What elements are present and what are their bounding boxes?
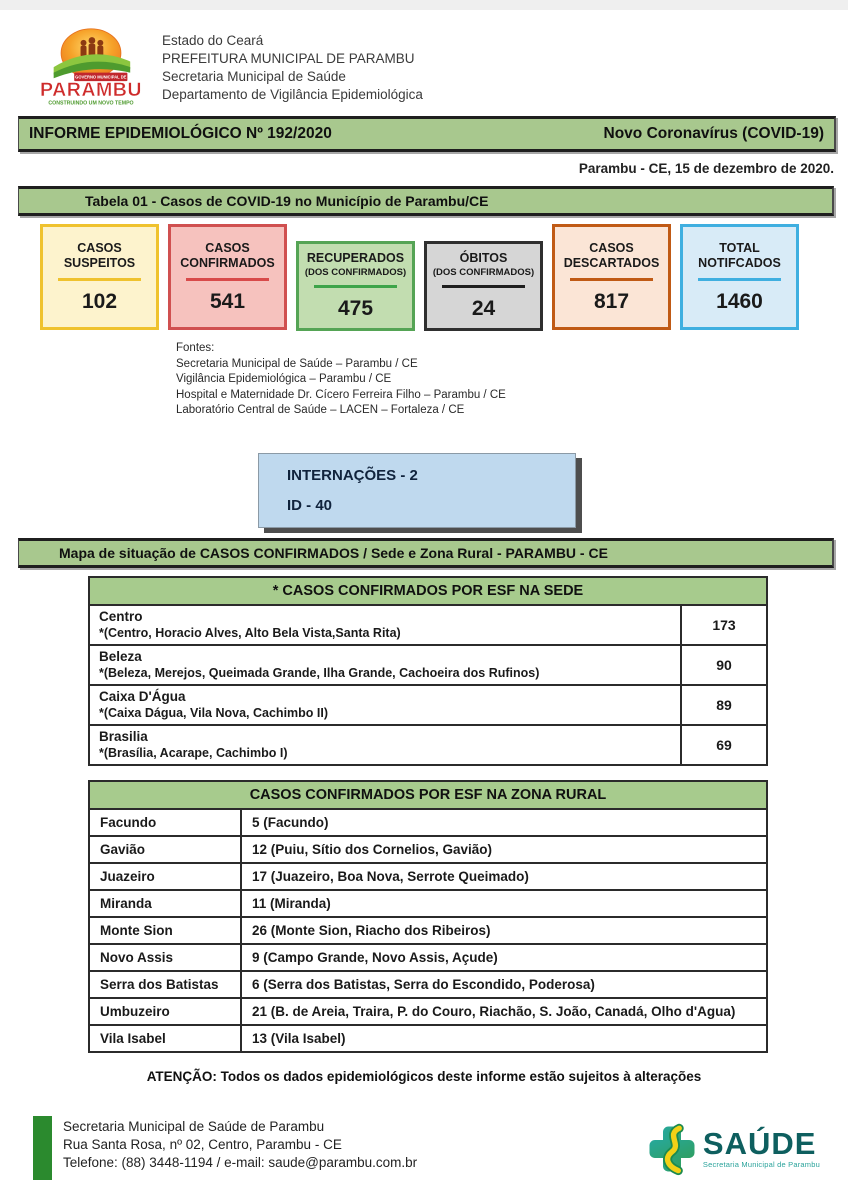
report-subtitle: Novo Coronavírus (COVID-19) [603, 125, 824, 142]
stat-value: 475 [337, 297, 374, 320]
stat-card-confirmados [168, 224, 287, 330]
esf-case-count: 69 [681, 725, 767, 765]
esf-areas: *(Brasília, Acarape, Cachimbo I) [99, 745, 288, 760]
report-title: INFORME EPIDEMIOLÓGICO Nº 192/2020 [29, 125, 332, 142]
table-row [89, 863, 767, 890]
table-row [89, 1025, 767, 1052]
table-row [89, 917, 767, 944]
footer-address [63, 1116, 417, 1172]
covid-stat-cards [40, 224, 848, 331]
table-row [89, 685, 767, 725]
saude-subtext: Secretaria Municipal de Parambu [702, 1159, 820, 1169]
stat-value: 102 [81, 289, 118, 313]
rural-cases-table [88, 780, 768, 1053]
table-row [89, 971, 767, 998]
parambu-municipal-logo-icon [34, 26, 148, 110]
esf-detail: 26 (Monte Sion, Riacho dos Ribeiros) [241, 917, 767, 944]
footer-accent-bar [33, 1116, 52, 1180]
document-footer [0, 1116, 848, 1180]
logo-tagline: CONSTRUINDO UM NOVO TEMPO [48, 100, 134, 107]
esf-name: Umbuzeiro [89, 998, 241, 1025]
stat-underline [58, 278, 141, 281]
people-silhouettes-icon [81, 37, 104, 57]
table-row [89, 836, 767, 863]
stat-card-suspeitos [40, 224, 159, 330]
stat-card-obitos [424, 241, 543, 331]
esf-name: Gavião [89, 836, 241, 863]
stat-underline [442, 285, 525, 288]
stat-underline [698, 278, 781, 281]
attention-note: ATENÇÃO: Todos os dados epidemiológicos deste informe estão sujeitos à alterações [146, 1068, 702, 1084]
esf-areas: *(Caixa Dágua, Vila Nova, Cachimbo II) [99, 705, 329, 720]
sources-line: Secretaria Municipal de Saúde – Parambu / CE [176, 357, 418, 370]
table-row [89, 809, 767, 836]
table-row [89, 998, 767, 1025]
sources-line: Laboratório Central de Saúde – LACEN – Fortaleza / CE [176, 404, 465, 416]
hospitalizations-box [258, 453, 576, 528]
esf-detail: 12 (Puiu, Sítio dos Cornelios, Gavião) [241, 836, 767, 863]
esf-detail: 17 (Juazeiro, Boa Nova, Serrote Queimado) [241, 863, 767, 890]
esf-detail: 9 (Campo Grande, Novo Assis, Açude) [241, 944, 767, 971]
esf-name: Juazeiro [89, 863, 241, 890]
sources-block [176, 341, 848, 419]
esf-name: Monte Sion [89, 917, 241, 944]
scan-top-strip [0, 0, 848, 10]
org-line-depto: Departamento de Vigilância Epidemiológica [162, 87, 423, 102]
table-row [89, 890, 767, 917]
footer-line-secretaria: Secretaria Municipal de Saúde de Parambu [63, 1118, 325, 1134]
esf-areas: *(Beleza, Merejos, Queimada Grande, Ilha Grande, Cachoeira dos Rufinos) [99, 665, 540, 680]
esf-detail: 6 (Serra dos Batistas, Serra do Escondido, Poderosa) [241, 971, 767, 998]
esf-name: Miranda [89, 890, 241, 917]
table-row [89, 645, 767, 685]
esf-case-count: 89 [681, 685, 767, 725]
saude-cross-icon [645, 1122, 699, 1176]
section2-title: Mapa de situação de CASOS CONFIRMADOS / Sede e Zona Rural - PARAMBU - CE [59, 544, 608, 561]
logo-banner-text: GOVERNO MUNICIPAL DE [75, 74, 127, 80]
sources-line: Vigilância Epidemiológica – Parambu / CE [176, 373, 392, 385]
report-title-band [18, 116, 836, 152]
esf-name: Novo Assis [89, 944, 241, 971]
sede-table-header: * CASOS CONFIRMADOS POR ESF NA SEDE [89, 577, 767, 605]
organization-lines [162, 26, 423, 110]
footer-line-address: Rua Santa Rosa, nº 02, Centro, Parambu - CE [63, 1136, 342, 1152]
section-band-tabela01 [18, 186, 834, 216]
org-line-prefeitura: PREFEITURA MUNICIPAL DE PARAMBU [162, 51, 415, 66]
stat-label: CASOS DESCARTADOS [563, 240, 660, 270]
esf-name: Brasilia [99, 728, 148, 744]
section-band-mapa [18, 538, 834, 568]
stat-label: CASOS CONFIRMADOS [180, 240, 275, 270]
stat-value: 541 [209, 289, 246, 313]
stat-card-recuperados [296, 241, 415, 331]
stat-underline [314, 285, 397, 288]
stat-label: RECUPERADOS [306, 251, 405, 265]
stat-sublabel: (DOS CONFIRMADOS) [304, 267, 407, 278]
stat-card-descartados [552, 224, 671, 330]
report-date: Parambu - CE, 15 de dezembro de 2020. [578, 161, 834, 176]
stat-underline [186, 278, 269, 281]
document-header [0, 10, 848, 110]
logo-wordmark: PARAMBU [40, 79, 142, 101]
rural-table-header: CASOS CONFIRMADOS POR ESF NA ZONA RURAL [89, 781, 767, 809]
esf-name: Vila Isabel [89, 1025, 241, 1052]
stat-value: 1460 [716, 289, 763, 313]
internacoes-line: INTERNAÇÕES - 2 [287, 466, 418, 484]
esf-detail: 5 (Facundo) [241, 809, 767, 836]
esf-detail: 11 (Miranda) [241, 890, 767, 917]
sources-line: Hospital e Maternidade Dr. Cícero Ferreira Filho – Parambu / CE [176, 388, 506, 401]
esf-name: Caixa D'Água [99, 688, 186, 704]
esf-case-count: 90 [681, 645, 767, 685]
esf-name: Facundo [89, 809, 241, 836]
stat-sublabel: (DOS CONFIRMADOS) [432, 267, 535, 278]
footer-line-contact: Telefone: (88) 3448-1194 / e-mail: saude@parambu.com.br [63, 1154, 418, 1170]
esf-name: Serra dos Batistas [89, 971, 241, 998]
stat-label: TOTAL NOTIFCADOS [698, 240, 781, 270]
esf-name: Centro [99, 608, 143, 624]
stat-label: ÓBITOS [459, 251, 508, 265]
table-row [89, 725, 767, 765]
stat-label: CASOS SUSPEITOS [63, 240, 136, 270]
sede-cases-table [88, 576, 768, 766]
org-line-secretaria: Secretaria Municipal de Saúde [162, 69, 346, 84]
esf-case-count: 173 [681, 605, 767, 645]
esf-areas: *(Centro, Horacio Alves, Alto Bela Vista,Santa Rita) [99, 625, 401, 640]
stat-underline [570, 278, 653, 281]
org-line-state: Estado do Ceará [162, 33, 264, 48]
esf-detail: 21 (B. de Areia, Traira, P. do Couro, Riachão, S. João, Canadá, Olho d'Agua) [241, 998, 767, 1025]
section1-title: Tabela 01 - Casos de COVID-19 no Município de Parambu/CE [85, 193, 489, 209]
stat-value: 817 [593, 289, 630, 313]
table-row [89, 605, 767, 645]
esf-detail: 13 (Vila Isabel) [241, 1025, 767, 1052]
sources-title: Fontes: [176, 342, 215, 354]
esf-name: Beleza [99, 648, 142, 664]
id-line: ID - 40 [287, 496, 333, 514]
saude-wordmark: SAÚDE [702, 1125, 817, 1161]
stat-value: 24 [471, 297, 496, 320]
table-row [89, 944, 767, 971]
stat-card-total-notificados [680, 224, 799, 330]
saude-logo [645, 1116, 820, 1176]
